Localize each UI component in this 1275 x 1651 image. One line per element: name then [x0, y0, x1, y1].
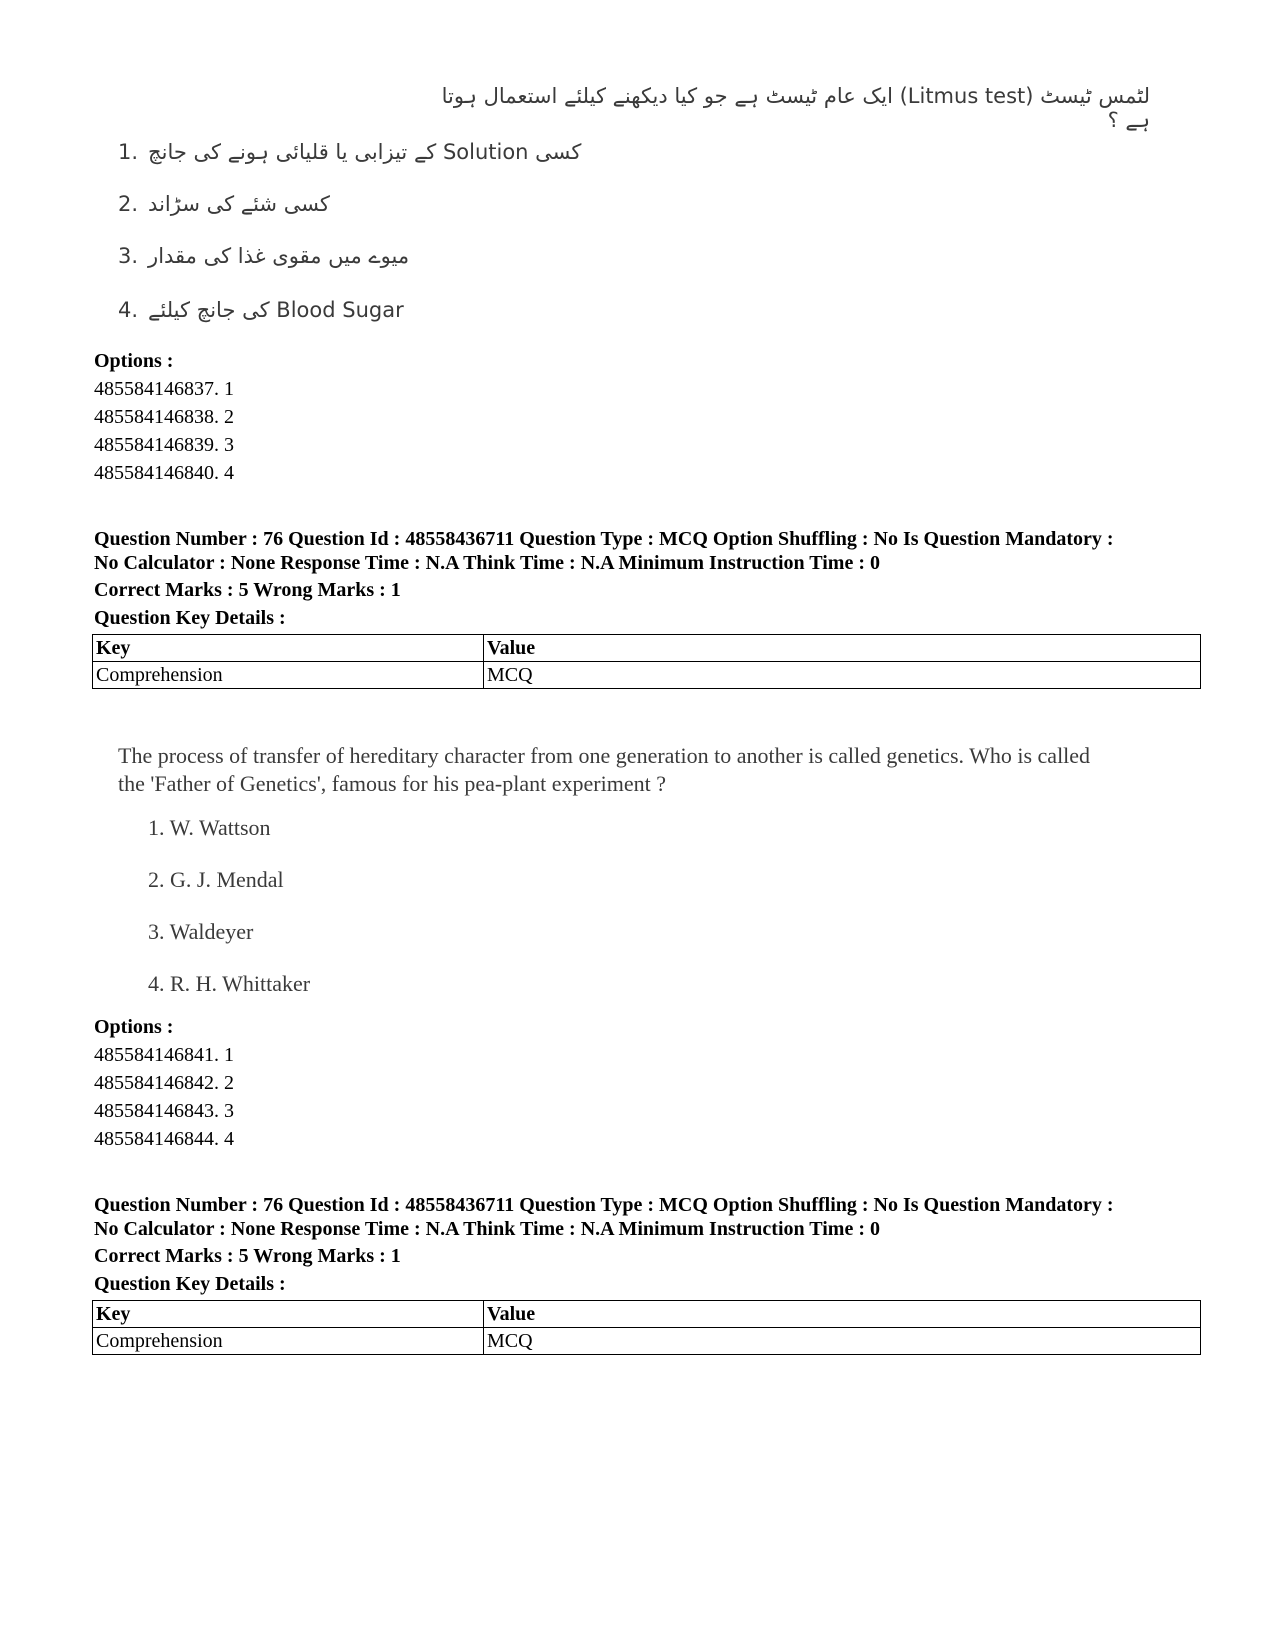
english-choice-1: 1. W. Wattson — [148, 815, 271, 840]
option-id-line: 485584146840. 4 — [94, 462, 234, 484]
option-id-line: 485584146844. 4 — [94, 1128, 234, 1150]
question-meta — [94, 1193, 1194, 1241]
english-choice-3: 3. Waldeyer — [148, 919, 254, 944]
question-line: The process of transfer of hereditary character from one generation to another is called genetics. Who is called — [118, 743, 1091, 768]
choice-number: 2. — [118, 192, 139, 216]
choice-text: میوے میں مقوی غذا کی مقدار — [148, 244, 410, 268]
marks-line: Correct Marks : 5 Wrong Marks : 1 — [94, 579, 401, 601]
option-id-line: 485584146838. 2 — [94, 406, 234, 428]
urdu-choice-1 — [118, 140, 638, 164]
key-details-table — [92, 1300, 1201, 1355]
question-meta-line: Question Number : 76 Question Id : 48558436711 Question Type : MCQ Option Shuffling : No Is Question Mandatory : — [94, 1194, 1114, 1216]
marks-line: Correct Marks : 5 Wrong Marks : 1 — [94, 1245, 401, 1267]
choice-text: کسی Solution کے تیزابی یا قلیائی ہونے کی جانچ — [148, 140, 582, 164]
question-meta-line: No Calculator : None Response Time : N.A Think Time : N.A Minimum Instruction Time : 0 — [94, 552, 880, 574]
table-header-value: Value — [484, 635, 1201, 662]
choice-text: کسی شئے کی سڑاند — [148, 192, 330, 216]
table-cell-key: Comprehension — [93, 662, 484, 689]
key-details-label: Question Key Details : — [94, 607, 286, 629]
option-id-line: 485584146843. 3 — [94, 1100, 234, 1122]
question-line: the 'Father of Genetics', famous for his pea-plant experiment ? — [118, 771, 666, 796]
urdu-choice-4 — [118, 298, 638, 322]
table-cell-value: MCQ — [484, 662, 1201, 689]
urdu-choice-3 — [118, 244, 638, 268]
option-id-line: 485584146842. 2 — [94, 1072, 234, 1094]
option-id-line: 485584146841. 1 — [94, 1044, 234, 1066]
english-choice-4: 4. R. H. Whittaker — [148, 971, 311, 996]
question-meta-line: Question Number : 76 Question Id : 48558436711 Question Type : MCQ Option Shuffling : No Is Question Mandatory : — [94, 528, 1114, 550]
urdu-question-text: لٹمس ٹیسٹ (Litmus test) ایک عام ٹیسٹ ہے جو کیا دیکھنے کیلئے استعمال ہوتا ہے ؟ — [441, 84, 1150, 132]
table-header-value: Value — [484, 1301, 1201, 1328]
option-id-line: 485584146837. 1 — [94, 378, 234, 400]
options-label: Options : — [94, 1016, 174, 1038]
table-cell-key: Comprehension — [93, 1328, 484, 1355]
key-details-label: Question Key Details : — [94, 1273, 286, 1295]
question-meta-line: No Calculator : None Response Time : N.A Think Time : N.A Minimum Instruction Time : 0 — [94, 1218, 880, 1240]
question-meta — [94, 527, 1194, 575]
choice-text: Blood Sugar کی جانچ کیلئے — [148, 298, 404, 322]
key-details-table — [92, 634, 1201, 689]
table-cell-value: MCQ — [484, 1328, 1201, 1355]
choice-number: 1. — [118, 140, 139, 164]
table-header-key: Key — [93, 1301, 484, 1328]
option-id-line: 485584146839. 3 — [94, 434, 234, 456]
choice-number: 4. — [118, 298, 139, 322]
urdu-choice-2 — [118, 192, 638, 216]
english-choice-2: 2. G. J. Mendal — [148, 867, 284, 892]
choice-number: 3. — [118, 244, 139, 268]
english-question-text — [118, 742, 1178, 798]
options-label: Options : — [94, 350, 174, 372]
table-header-key: Key — [93, 635, 484, 662]
